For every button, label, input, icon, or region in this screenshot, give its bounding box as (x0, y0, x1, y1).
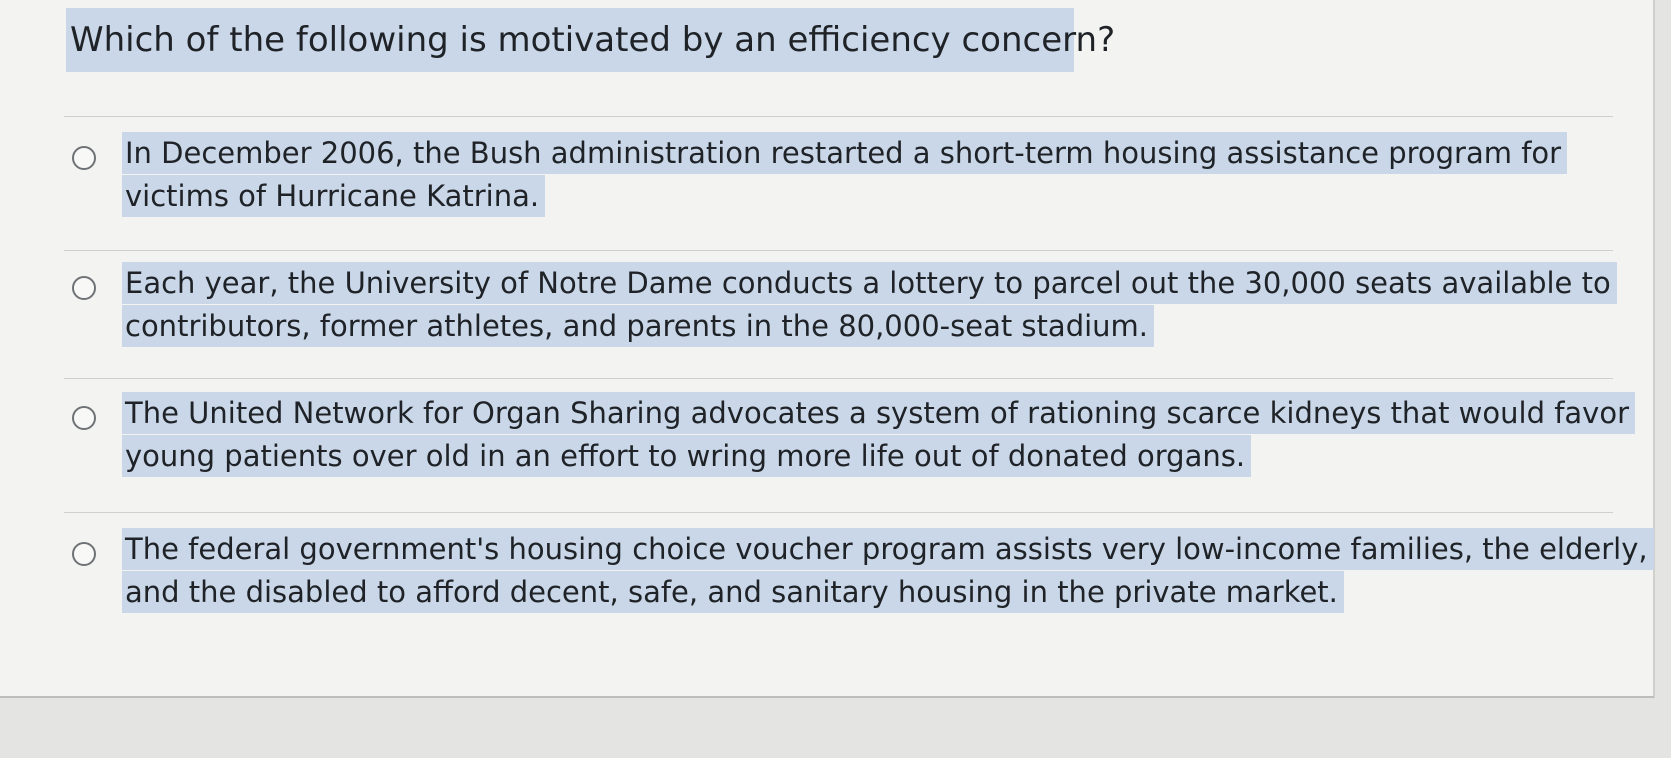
answer-line-1: In December 2006, the Bush administration restarted a short-term housing assistance program for (122, 132, 1567, 174)
question-text: Which of the following is motivated by an efficiency concern? (66, 8, 1074, 72)
divider (64, 250, 1613, 251)
radio-button-2[interactable] (72, 276, 96, 300)
answer-option-3[interactable] (72, 392, 1630, 492)
divider (64, 378, 1613, 379)
radio-button-1[interactable] (72, 146, 96, 170)
answer-option-text (122, 528, 1648, 614)
answer-option-text (122, 392, 1630, 478)
answer-option-1[interactable] (72, 132, 1612, 232)
answer-option-text (122, 132, 1602, 218)
answer-line-2: victims of Hurricane Katrina. (122, 175, 545, 217)
answer-line-2: contributors, former athletes, and parents in the 80,000-seat stadium. (122, 305, 1154, 347)
radio-button-4[interactable] (72, 542, 96, 566)
radio-button-3[interactable] (72, 406, 96, 430)
divider (64, 512, 1613, 513)
answer-line-1: The federal government's housing choice voucher program assists very low-income families, the elderly, (122, 528, 1654, 570)
answer-option-text (122, 262, 1611, 348)
answer-line-2: young patients over old in an effort to wring more life out of donated organs. (122, 435, 1251, 477)
answer-line-1: The United Network for Organ Sharing advocates a system of rationing scarce kidneys that would favor (122, 392, 1635, 434)
answer-option-2[interactable] (72, 262, 1612, 362)
divider (64, 116, 1613, 117)
answer-option-4[interactable] (72, 528, 1648, 628)
answer-line-2: and the disabled to afford decent, safe, and sanitary housing in the private market. (122, 571, 1344, 613)
answer-line-1: Each year, the University of Notre Dame conducts a lottery to parcel out the 30,000 seats available to (122, 262, 1617, 304)
